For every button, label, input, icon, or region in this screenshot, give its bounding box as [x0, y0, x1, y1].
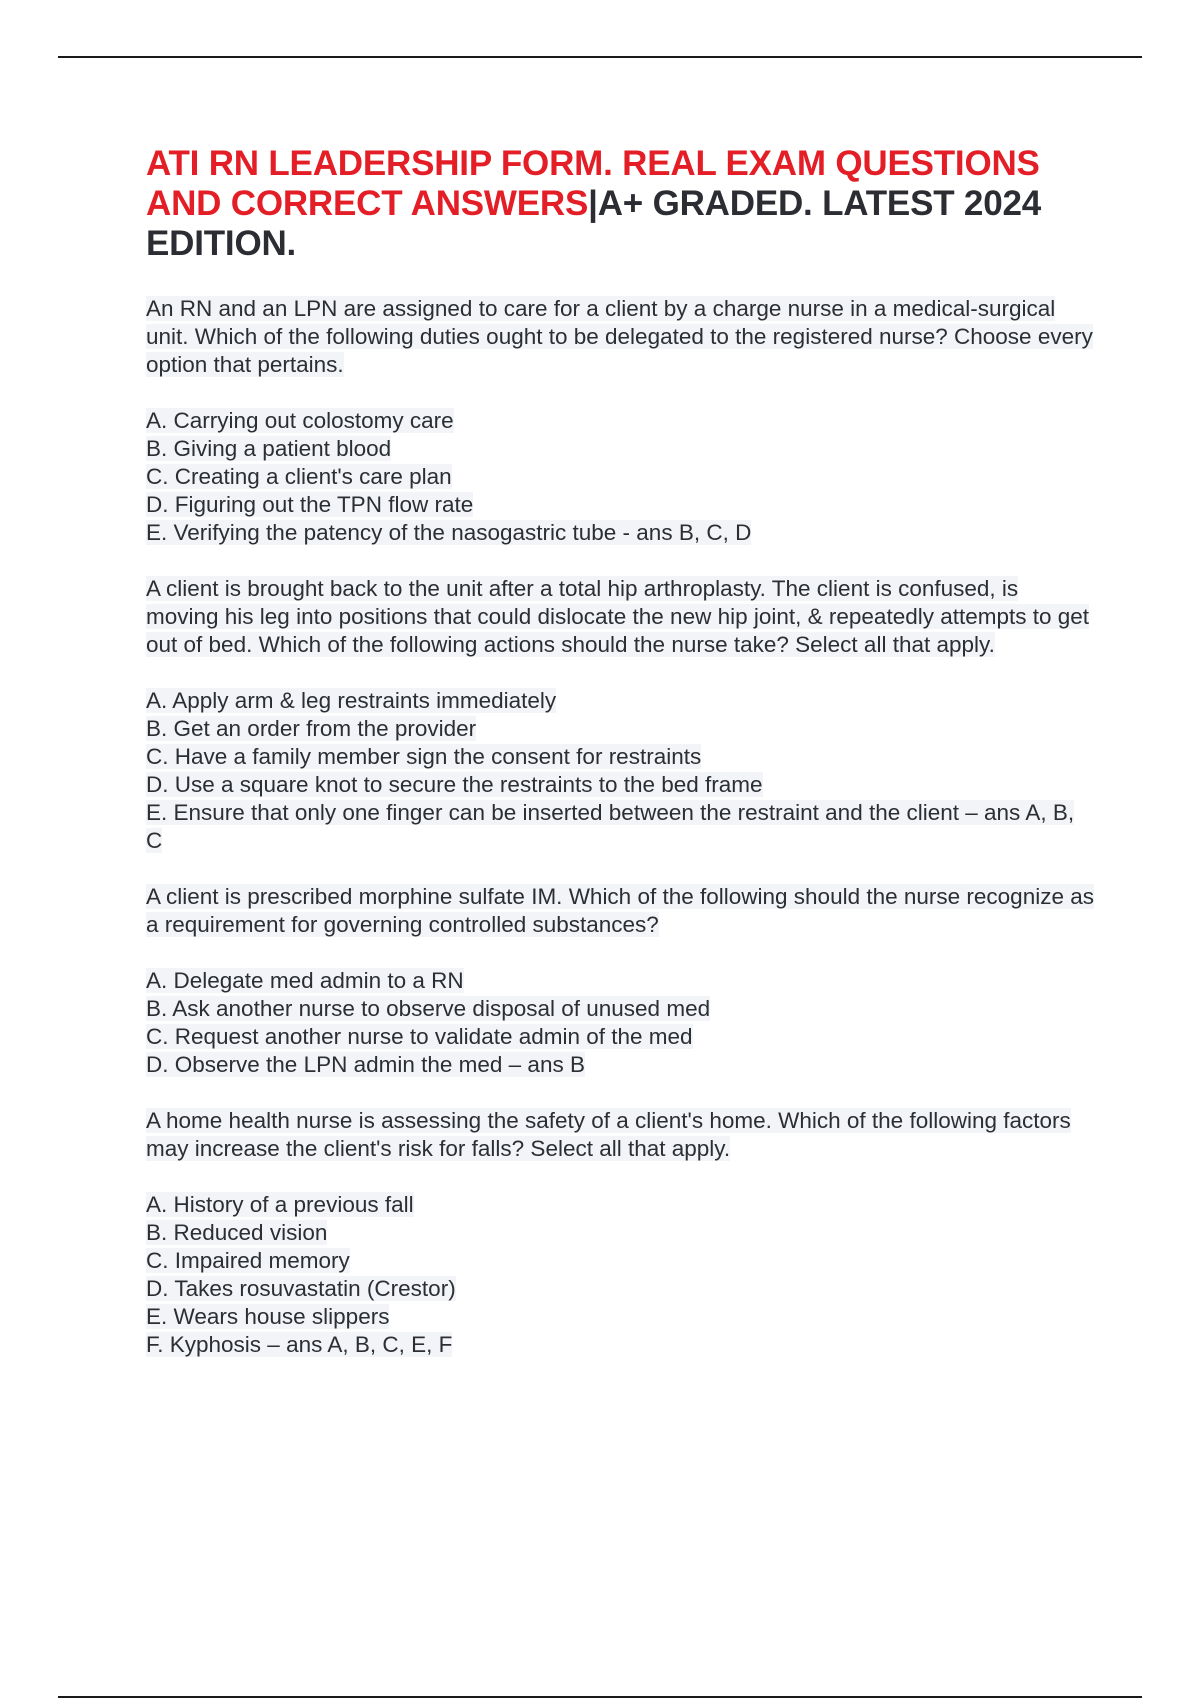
top-rule	[58, 56, 1142, 58]
option-item: D. Figuring out the TPN flow rate	[146, 492, 474, 517]
option-item: D. Takes rosuvastatin (Crestor)	[146, 1276, 456, 1301]
question-2-stem: A client is brought back to the unit after a total hip arthroplasty. The client is confused, is moving his leg into positions that could dislocate the new hip joint, & repeatedly attempts to get out of bed. Which of the following actions should the nurse take? Select all that apply.	[146, 576, 1090, 657]
option-item: B. Ask another nurse to observe disposal of unused med	[146, 996, 711, 1021]
question-3-options	[146, 967, 1096, 1079]
option-item: A. Carrying out colostomy care	[146, 408, 454, 433]
option-item-answer: D. Observe the LPN admin the med – ans B	[146, 1052, 585, 1077]
option-item: C. Request another nurse to validate admin of the med	[146, 1024, 693, 1049]
question-3-stem: A client is prescribed morphine sulfate IM. Which of the following should the nurse recognize as a requirement for governing controlled substances?	[146, 884, 1094, 937]
option-item: B. Giving a patient blood	[146, 436, 392, 461]
option-item: C. Impaired memory	[146, 1248, 350, 1273]
title-red-part: ATI RN LEADERSHIP FORM. REAL EXAM QUESTIONS AND CORRECT ANSWERS	[146, 144, 1040, 223]
title-dark-part: |A+ GRADED. LATEST 2024 EDITION.	[146, 184, 1041, 263]
option-item: A. History of a previous fall	[146, 1192, 414, 1217]
option-item: E. Wears house slippers	[146, 1304, 390, 1329]
option-item: A. Apply arm & leg restraints immediately	[146, 688, 557, 713]
option-item: D. Use a square knot to secure the restraints to the bed frame	[146, 772, 763, 797]
question-1-options	[146, 407, 1096, 547]
option-item-answer: E. Ensure that only one finger can be inserted between the restraint and the client – ans A, B, C	[146, 800, 1075, 853]
document-title	[146, 144, 1096, 264]
option-item: B. Reduced vision	[146, 1220, 328, 1245]
option-item: A. Delegate med admin to a RN	[146, 968, 464, 993]
question-4-stem: A home health nurse is assessing the safety of a client's home. Which of the following factors may increase the client's risk for falls? Select all that apply.	[146, 1108, 1071, 1161]
option-item-answer: E. Verifying the patency of the nasogastric tube - ans B, C, D	[146, 520, 752, 545]
option-item-answer: F. Kyphosis – ans A, B, C, E, F	[146, 1332, 453, 1357]
document-body	[146, 144, 1096, 1387]
question-1-stem: An RN and an LPN are assigned to care for a client by a charge nurse in a medical-surgical unit. Which of the following duties ought to be delegated to the registered nurse? Choose every option that pertains.	[146, 296, 1093, 377]
bottom-rule	[58, 1696, 1142, 1698]
option-item: B. Get an order from the provider	[146, 716, 477, 741]
question-4-options	[146, 1191, 1096, 1359]
question-2-options	[146, 687, 1096, 855]
option-item: C. Creating a client's care plan	[146, 464, 452, 489]
option-item: C. Have a family member sign the consent for restraints	[146, 744, 702, 769]
